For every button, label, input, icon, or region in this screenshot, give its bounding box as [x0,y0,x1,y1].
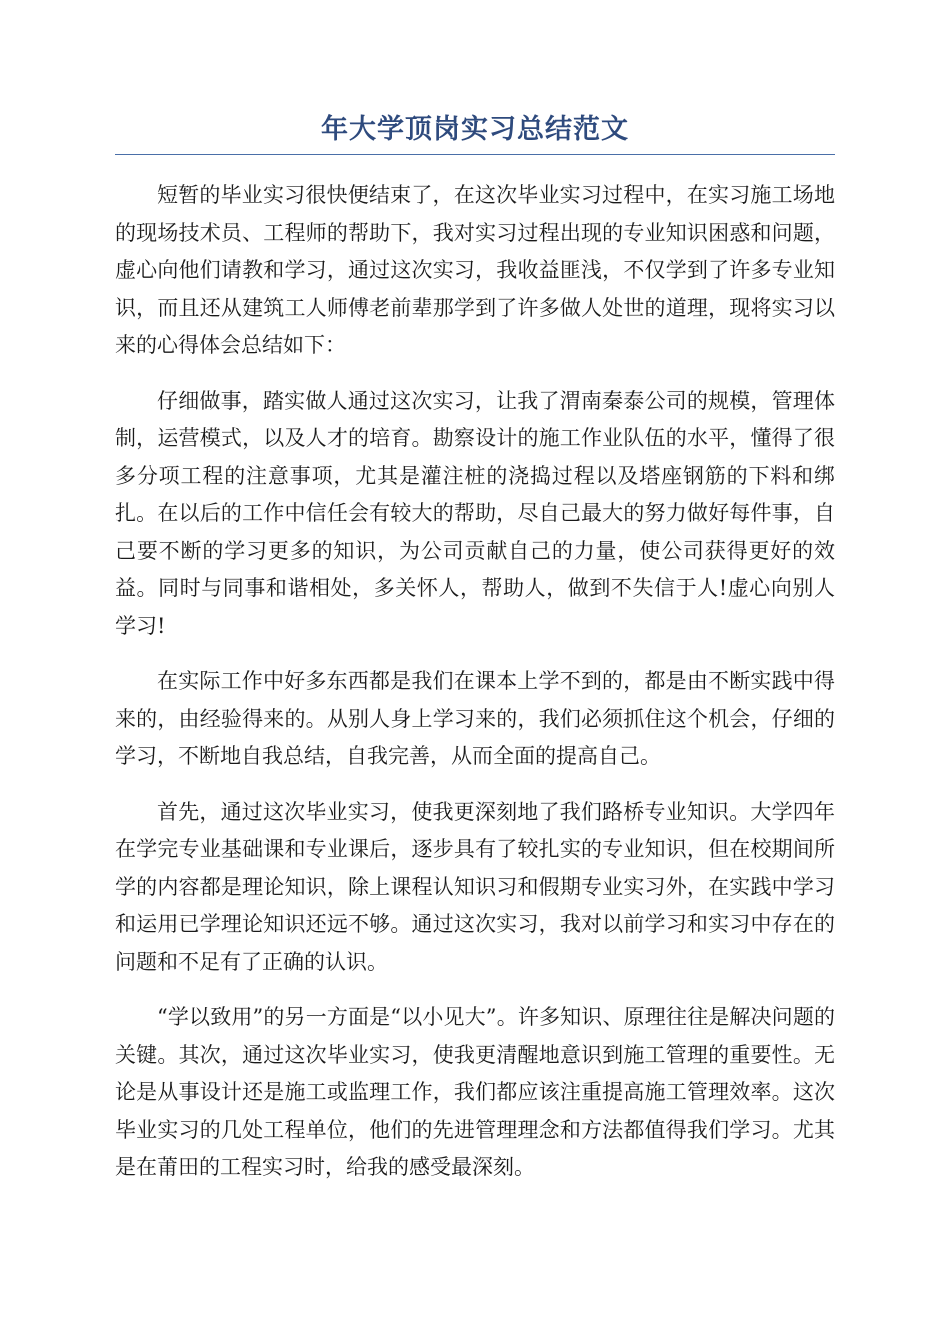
document-body [115,177,835,1187]
document-title: 年大学顶岗实习总结范文 [115,110,835,155]
paragraph: 首先，通过这次毕业实习，使我更深刻地了我们路桥专业知识。大学四年在学完专业基础课和专业课后，逐步具有了较扎实的专业知识，但在校期间所学的内容都是理论知识，除上课程认知识习和假期专业实习外，在实践中学习和运用已学理论知识还远不够。通过这次实习，我对以前学习和实习中存在的问题和不足有了正确的认识。 [115,799,835,974]
paragraph: 仔细做事，踏实做人通过这次实习，让我了渭南秦泰公司的规模，管理体制，运营模式，以及人才的培育。勘察设计的施工作业队伍的水平，懂得了很多分项工程的注意事项，尤其是灌注桩的浇捣过程以及塔座钢筋的下料和绑扎。在以后的工作中信任会有较大的帮助，尽自己最大的努力做好每件事，自己要不断的学习更多的知识，为公司贡献自己的力量，使公司获得更好的效益。同时与同事和谐相处，多关怀人，帮助人，做到不失信于人!虚心向别人学习! [115,388,835,638]
paragraph: 在实际工作中好多东西都是我们在课本上学不到的，都是由不断实践中得来的，由经验得来的。从别人身上学习来的，我们必须抓住这个机会，仔细的学习，不断地自我总结，自我完善，从而全面的提高自己。 [115,669,835,768]
paragraph: “学以致用”的另一方面是“以小见大”。许多知识、原理往往是解决问题的关键。其次，通过这次毕业实习，使我更清醒地意识到施工管理的重要性。无论是从事设计还是施工或监理工作，我们都应该注重提高施工管理效率。这次毕业实习的几处工程单位，他们的先进管理理念和方法都值得我们学习。尤其是在莆田的工程实习时，给我的感受最深刻。 [115,1005,835,1179]
paragraph: 短暂的毕业实习很快便结束了，在这次毕业实习过程中，在实习施工场地的现场技术员、工程师的帮助下，我对实习过程出现的专业知识困惑和问题，虚心向他们请教和学习，通过这次实习，我收益匪浅，不仅学到了许多专业知识，而且还从建筑工人师傅老前辈那学到了许多做人处世的道理，现将实习以来的心得体会总结如下： [115,183,835,357]
document-page [115,110,835,1205]
